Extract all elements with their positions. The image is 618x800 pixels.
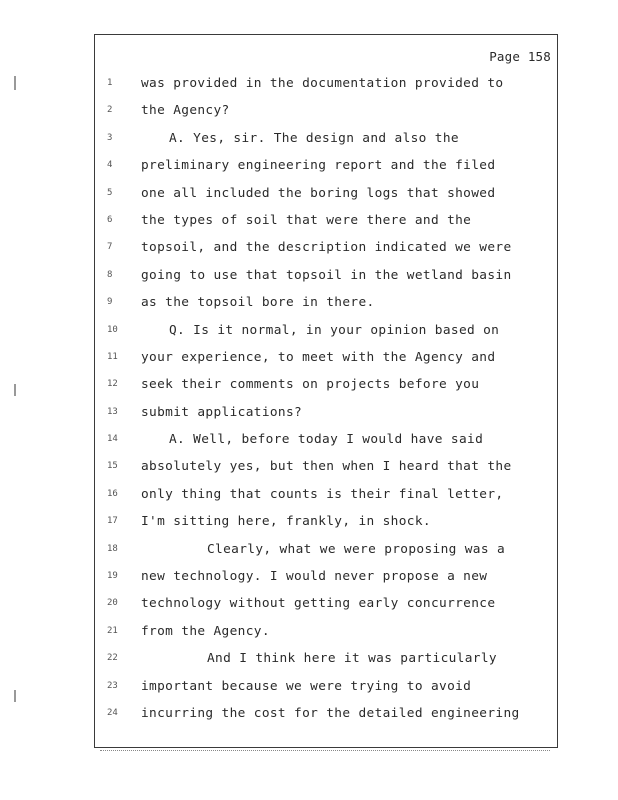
transcript-line <box>95 317 557 344</box>
page-number: Page 158 <box>489 49 551 64</box>
line-text: Q. Is it normal, in your opinion based on <box>169 322 500 338</box>
transcript-line <box>95 207 557 234</box>
line-text: from the Agency. <box>141 623 270 639</box>
transcript-line <box>95 563 557 590</box>
line-number: 4 <box>107 160 113 171</box>
transcript-line <box>95 453 557 480</box>
line-text: absolutely yes, but then when I heard that the <box>141 459 512 475</box>
line-number: 21 <box>107 625 118 636</box>
transcript-line <box>95 590 557 617</box>
left-margin-mark-top <box>14 76 16 90</box>
bottom-scan-artifact <box>100 750 550 753</box>
transcript-line <box>95 426 557 453</box>
line-number: 1 <box>107 78 113 88</box>
line-number: 12 <box>107 379 118 390</box>
line-text: your experience, to meet with the Agency and <box>141 349 496 365</box>
line-number: 10 <box>107 324 118 335</box>
line-text: incurring the cost for the detailed engineering <box>141 705 520 721</box>
line-text: And I think here it was particularly <box>207 651 497 667</box>
transcript-line <box>95 234 557 261</box>
transcript-line <box>95 481 557 508</box>
line-text: was provided in the documentation provided to <box>141 76 504 91</box>
transcript-line <box>95 262 557 289</box>
line-number: 7 <box>107 242 113 253</box>
line-text: submit applications? <box>141 404 303 420</box>
transcript-line <box>95 700 557 727</box>
transcript-line <box>95 152 557 179</box>
transcript-line <box>95 645 557 672</box>
line-number: 23 <box>107 680 118 691</box>
transcript-line <box>95 97 557 124</box>
line-text: I'm sitting here, frankly, in shock. <box>141 514 431 530</box>
line-number: 19 <box>107 571 118 582</box>
transcript-line <box>95 673 557 700</box>
transcript-line <box>95 180 557 207</box>
transcript-line <box>95 371 557 398</box>
left-margin-mark-bottom <box>14 690 16 702</box>
transcript-line <box>95 125 557 152</box>
transcript-line <box>95 618 557 645</box>
line-number: 16 <box>107 488 118 499</box>
line-text: important because we were trying to avoid <box>141 678 472 694</box>
line-number: 8 <box>107 269 113 280</box>
line-text: one all included the boring logs that showed <box>141 185 496 201</box>
line-text: A. Well, before today I would have said <box>169 432 484 448</box>
line-number: 2 <box>107 105 113 116</box>
line-number: 11 <box>107 351 118 362</box>
line-number: 9 <box>107 297 113 308</box>
transcript-line <box>95 536 557 563</box>
transcript-line <box>95 399 557 426</box>
line-number: 15 <box>107 461 118 472</box>
transcript-line <box>95 344 557 371</box>
line-text: technology without getting early concurrence <box>141 596 496 612</box>
line-text: going to use that topsoil in the wetland basin <box>141 267 512 283</box>
line-number: 22 <box>107 653 118 664</box>
line-number: 5 <box>107 187 113 198</box>
line-number: 18 <box>107 543 118 554</box>
line-text: the Agency? <box>141 103 230 119</box>
line-number: 17 <box>107 516 118 527</box>
line-number: 24 <box>107 707 118 718</box>
transcript-line <box>95 508 557 535</box>
line-number: 3 <box>107 132 113 143</box>
transcript-line <box>95 70 557 97</box>
line-number: 14 <box>107 434 118 445</box>
transcript-line <box>95 289 557 316</box>
line-number: 13 <box>107 406 118 417</box>
line-text: new technology. I would never propose a new <box>141 569 488 585</box>
transcript-page <box>94 34 558 748</box>
line-number: 20 <box>107 598 118 609</box>
line-text: Clearly, what we were proposing was a <box>207 541 506 557</box>
line-text: seek their comments on projects before you <box>141 377 480 393</box>
left-margin-mark-middle <box>14 384 16 396</box>
line-text: preliminary engineering report and the filed <box>141 158 496 174</box>
line-text: topsoil, and the description indicated we were <box>141 240 512 256</box>
line-text: the types of soil that were there and the <box>141 212 472 228</box>
line-number: 6 <box>107 214 113 225</box>
line-text: only thing that counts is their final letter, <box>141 486 504 502</box>
transcript-lines <box>95 70 557 727</box>
line-text: as the topsoil bore in there. <box>141 295 375 311</box>
line-text: A. Yes, sir. The design and also the <box>169 130 459 146</box>
